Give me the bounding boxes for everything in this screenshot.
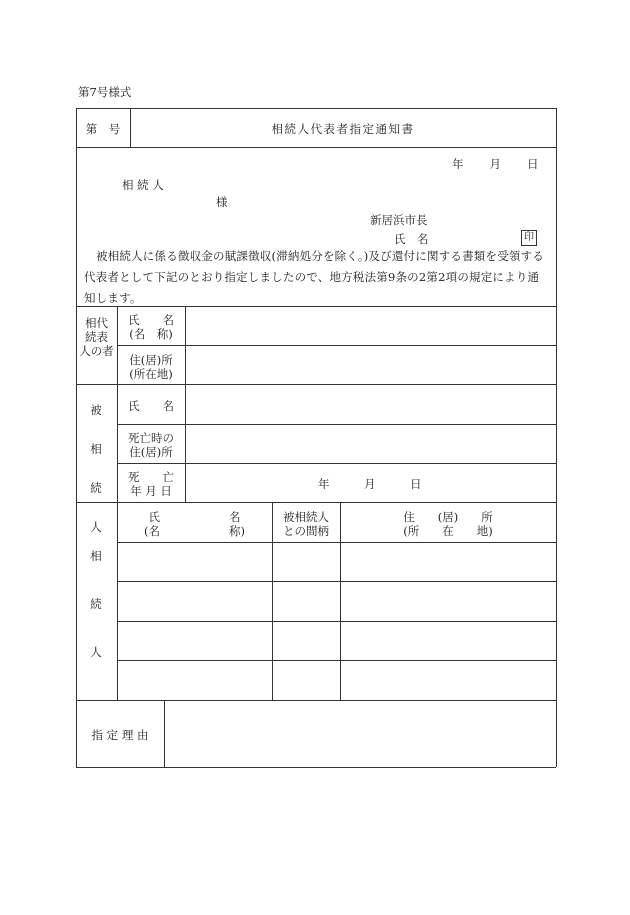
heirs-col-relation-2: との間柄 [283,524,329,538]
rep-address-sub: (所在地) [129,367,173,381]
heir-row-1-relation[interactable] [273,543,339,580]
deceased-name-label: 氏 名 [128,399,174,413]
heirs-col-address-1: 住 (居) 所 [403,510,493,524]
heir-row-1-name[interactable] [118,543,271,580]
reason-value[interactable] [165,701,555,766]
document-title: 相続人代表者指定通知書 [271,122,415,136]
heir-row-3-address[interactable] [341,622,555,659]
heir-row-1-address[interactable] [341,543,555,580]
issuer-title: 新居浜市長 [370,213,428,227]
death-date-value: 年 月 日 [318,477,422,491]
issuer-name-label: 氏 名 [394,232,429,246]
heir-row-3-relation[interactable] [273,622,339,659]
notice-body: 被相続人に係る徴収金の賦課徴収(滞納処分を除く。)及び還付に関する書類を受領する代表者として下記のとおり指定しましたので、地方税法第9条の2第2項の規定により通知します。 [84,249,544,305]
heirs-col-name-2: (名 称) [144,524,245,538]
deceased-address-value[interactable] [186,425,555,463]
deceased-address-label-1: 死亡時の [128,431,174,445]
date-line: 年 月 日 [452,157,540,171]
deceased-name-value[interactable] [186,385,555,423]
rep-name-value[interactable] [186,307,555,345]
heir-row-2-name[interactable] [118,582,271,620]
addressee-label: 相 続 人 [122,178,164,192]
representative-group-label: 相代 続表 人の者 [79,316,114,358]
heir-row-4-relation[interactable] [273,661,339,699]
heir-row-2-relation[interactable] [273,582,339,620]
number-label: 第 号 [85,122,121,136]
rep-address-value[interactable] [186,346,555,384]
heir-row-2-address[interactable] [341,582,555,620]
heirs-group-label: 相 続 人 [90,549,102,659]
heirs-col-relation-1: 被相続人 [283,510,329,524]
heir-row-4-address[interactable] [341,661,555,699]
deceased-address-label-2: 住(居)所 [129,445,173,459]
rep-name-label: 氏 名 [128,313,174,327]
reason-label: 指 定 理 由 [91,728,149,742]
rep-address-label: 住(居)所 [129,353,173,367]
heir-row-4-name[interactable] [118,661,271,699]
deceased-group-label: 被 相 続 人 [90,403,102,534]
death-date-label-2: 年 月 日 [130,484,172,498]
form-number: 第7号様式 [78,85,132,99]
heirs-col-address-2: (所 在 地) [403,524,493,538]
heirs-col-name-1: 氏 名 [148,510,241,524]
honorific: 様 [216,195,228,209]
death-date-label-1: 死 亡 [128,470,174,484]
seal-mark: 印 [521,230,537,246]
heir-row-3-name[interactable] [118,622,271,659]
rep-name-sub: (名 称) [129,327,173,341]
